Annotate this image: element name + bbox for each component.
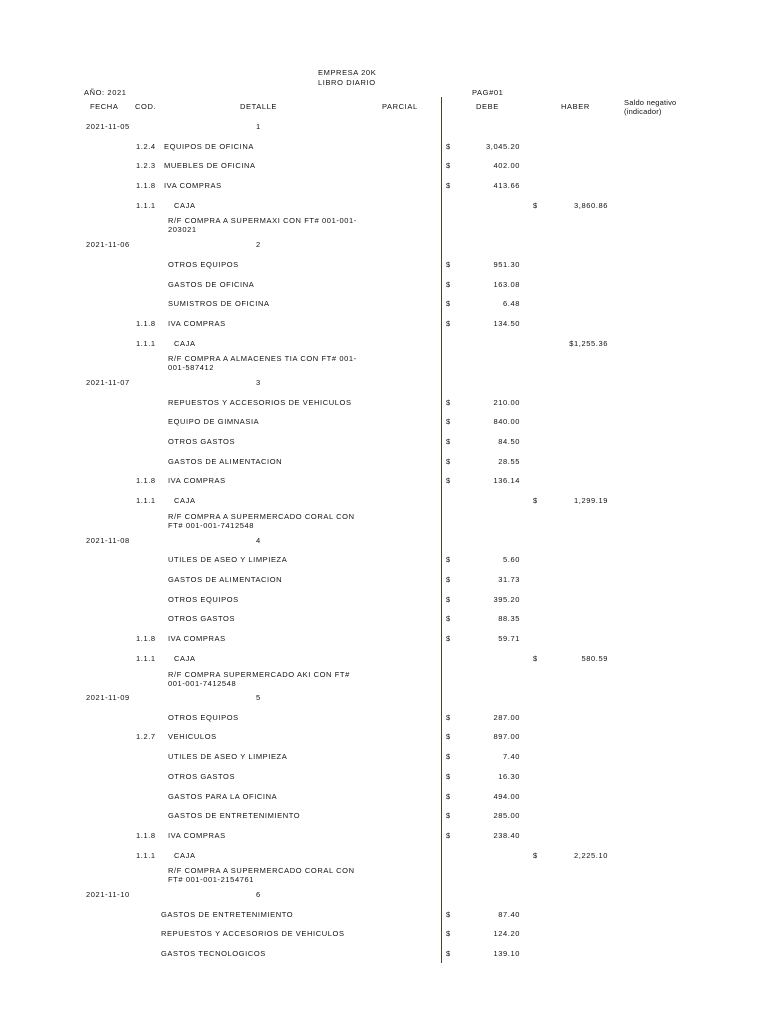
- account-detail: IVA COMPRAS: [168, 476, 226, 485]
- entry-date: 2021-11-05: [86, 122, 130, 131]
- column-header-haber: HABER: [561, 102, 590, 111]
- debe-currency: $: [446, 614, 451, 623]
- negative-balance-note: Saldo negativo: [624, 98, 677, 107]
- debe-currency: $: [446, 181, 451, 190]
- debe-amount: 413.66: [493, 181, 520, 190]
- debe-amount: 238.40: [493, 831, 520, 840]
- account-detail: CAJA: [174, 339, 196, 348]
- entry-number: 4: [256, 536, 261, 545]
- debe-amount: 897.00: [493, 732, 520, 741]
- column-header-fecha: FECHA: [90, 102, 119, 111]
- account-detail: MUEBLES DE OFICINA: [164, 161, 256, 170]
- debe-amount: 87.40: [498, 910, 520, 919]
- negative-balance-note-2: (indicador): [624, 107, 662, 116]
- account-detail: OTROS GASTOS: [168, 772, 236, 781]
- account-detail: GASTOS DE ALIMENTACION: [168, 457, 283, 466]
- debe-currency: $: [446, 910, 451, 919]
- debe-currency: $: [446, 772, 451, 781]
- debe-amount: 124.20: [493, 929, 520, 938]
- haber-amount: 1,299.19: [574, 496, 608, 505]
- debe-currency: $: [446, 319, 451, 328]
- haber-currency: $: [533, 654, 538, 663]
- account-code: 1.1.8: [136, 831, 156, 840]
- haber-amount: 2,225.10: [574, 851, 608, 860]
- haber-currency: $: [533, 851, 538, 860]
- account-detail: REPUESTOS Y ACCESORIOS DE VEHICULOS: [168, 398, 352, 407]
- account-detail: IVA COMPRAS: [168, 831, 226, 840]
- debe-currency: $: [446, 142, 451, 151]
- debe-amount: 395.20: [493, 595, 520, 604]
- account-code: 1.1.8: [136, 319, 156, 328]
- entry-number: 1: [256, 122, 261, 131]
- account-code: 1.1.1: [136, 339, 156, 348]
- account-detail: IVA COMPRAS: [168, 634, 226, 643]
- debe-currency: $: [446, 929, 451, 938]
- entry-number: 2: [256, 240, 261, 249]
- debe-amount: 136.14: [493, 476, 520, 485]
- debe-currency: $: [446, 752, 451, 761]
- account-code: 1.2.4: [136, 142, 156, 151]
- account-detail: GASTOS DE ALIMENTACION: [168, 575, 283, 584]
- haber-amount: $1,255.36: [569, 339, 608, 348]
- debe-amount: 285.00: [493, 811, 520, 820]
- debe-amount: 139.10: [493, 949, 520, 958]
- debe-amount: 3,045.20: [486, 142, 520, 151]
- haber-amount: 580.59: [581, 654, 608, 663]
- entry-number: 5: [256, 693, 261, 702]
- book-title: LIBRO DIARIO: [318, 78, 376, 87]
- entry-reference-note: R/F COMPRA A SUPERMERCADO CORAL CON FT# 001-001-7412548: [168, 512, 355, 530]
- debe-amount: 31.73: [498, 575, 520, 584]
- account-detail: REPUESTOS Y ACCESORIOS DE VEHICULOS: [161, 929, 345, 938]
- entry-number: 6: [256, 890, 261, 899]
- account-detail: IVA COMPRAS: [164, 181, 222, 190]
- debe-currency: $: [446, 260, 451, 269]
- account-detail: IVA COMPRAS: [168, 319, 226, 328]
- entry-date: 2021-11-08: [86, 536, 130, 545]
- year-label: AÑO: 2021: [84, 88, 127, 97]
- column-header-debe: DEBE: [476, 102, 499, 111]
- account-code: 1.1.8: [136, 634, 156, 643]
- account-detail: GASTOS DE ENTRETENIMIENTO: [161, 910, 294, 919]
- account-code: 1.1.1: [136, 201, 156, 210]
- debe-currency: $: [446, 398, 451, 407]
- entry-date: 2021-11-09: [86, 693, 130, 702]
- entry-reference-note: R/F COMPRA A SUPERMERCADO CORAL CON FT# 001-001-2154761: [168, 866, 355, 884]
- debe-amount: 59.71: [498, 634, 520, 643]
- account-detail: GASTOS PARA LA OFICINA: [168, 792, 278, 801]
- debe-amount: 210.00: [493, 398, 520, 407]
- entry-reference-note: R/F COMPRA A SUPERMAXI CON FT# 001-001-203021: [168, 216, 357, 234]
- entry-date: 2021-11-10: [86, 890, 130, 899]
- debe-currency: $: [446, 792, 451, 801]
- account-detail: UTILES DE ASEO Y LIMPIEZA: [168, 752, 288, 761]
- entry-date: 2021-11-07: [86, 378, 130, 387]
- account-detail: GASTOS DE ENTRETENIMIENTO: [168, 811, 301, 820]
- account-detail: EQUIPOS DE OFICINA: [164, 142, 254, 151]
- account-detail: OTROS EQUIPOS: [168, 260, 239, 269]
- account-detail: GASTOS DE OFICINA: [168, 280, 255, 289]
- account-code: 1.1.8: [136, 181, 156, 190]
- debe-amount: 88.35: [498, 614, 520, 623]
- haber-currency: $: [533, 201, 538, 210]
- debe-currency: $: [446, 457, 451, 466]
- account-detail: GASTOS TECNOLOGICOS: [161, 949, 266, 958]
- account-code: 1.2.7: [136, 732, 156, 741]
- debe-currency: $: [446, 811, 451, 820]
- entry-number: 3: [256, 378, 261, 387]
- debe-currency: $: [446, 634, 451, 643]
- column-header-cod: COD.: [135, 102, 157, 111]
- account-detail: OTROS EQUIPOS: [168, 595, 239, 604]
- account-code: 1.1.1: [136, 851, 156, 860]
- column-header-detalle: DETALLE: [240, 102, 277, 111]
- debe-currency: $: [446, 595, 451, 604]
- debe-currency: $: [446, 949, 451, 958]
- entry-reference-note: R/F COMPRA A ALMACENES TIA CON FT# 001-001-587412: [168, 354, 357, 372]
- company-name: EMPRESA 20K: [318, 68, 377, 77]
- debe-amount: 840.00: [493, 417, 520, 426]
- account-detail: OTROS EQUIPOS: [168, 713, 239, 722]
- column-header-parcial: PARCIAL: [382, 102, 418, 111]
- debe-currency: $: [446, 161, 451, 170]
- debe-amount: 6.48: [503, 299, 520, 308]
- debe-currency: $: [446, 437, 451, 446]
- account-detail: OTROS GASTOS: [168, 437, 236, 446]
- account-detail: VEHICULOS: [168, 732, 217, 741]
- entry-reference-note: R/F COMPRA SUPERMERCADO AKI CON FT# 001-001-7412548: [168, 670, 350, 688]
- debe-currency: $: [446, 280, 451, 289]
- account-detail: CAJA: [174, 851, 196, 860]
- account-detail: SUMISTROS DE OFICINA: [168, 299, 270, 308]
- account-detail: CAJA: [174, 496, 196, 505]
- account-code: 1.2.3: [136, 161, 156, 170]
- debe-currency: $: [446, 476, 451, 485]
- debe-amount: 84.50: [498, 437, 520, 446]
- account-detail: CAJA: [174, 201, 196, 210]
- debe-amount: 287.00: [493, 713, 520, 722]
- debe-amount: 134.50: [493, 319, 520, 328]
- entry-date: 2021-11-06: [86, 240, 130, 249]
- account-detail: UTILES DE ASEO Y LIMPIEZA: [168, 555, 288, 564]
- account-detail: EQUIPO DE GIMNASIA: [168, 417, 260, 426]
- debe-amount: 5.60: [503, 555, 520, 564]
- page-number: PAG#01: [472, 88, 504, 97]
- debe-currency: $: [446, 713, 451, 722]
- debe-amount: 7.40: [503, 752, 520, 761]
- debe-currency: $: [446, 831, 451, 840]
- debe-currency: $: [446, 417, 451, 426]
- account-code: 1.1.1: [136, 496, 156, 505]
- debe-currency: $: [446, 299, 451, 308]
- debe-amount: 494.00: [493, 792, 520, 801]
- haber-currency: $: [533, 496, 538, 505]
- debe-amount: 951.30: [493, 260, 520, 269]
- debe-currency: $: [446, 575, 451, 584]
- account-detail: CAJA: [174, 654, 196, 663]
- haber-amount: 3,860.86: [574, 201, 608, 210]
- debe-amount: 28.55: [498, 457, 520, 466]
- debe-currency: $: [446, 555, 451, 564]
- debe-amount: 163.08: [493, 280, 520, 289]
- debe-amount: 16.30: [498, 772, 520, 781]
- account-code: 1.1.1: [136, 654, 156, 663]
- debe-amount: 402.00: [493, 161, 520, 170]
- account-code: 1.1.8: [136, 476, 156, 485]
- debe-currency: $: [446, 732, 451, 741]
- account-detail: OTROS GASTOS: [168, 614, 236, 623]
